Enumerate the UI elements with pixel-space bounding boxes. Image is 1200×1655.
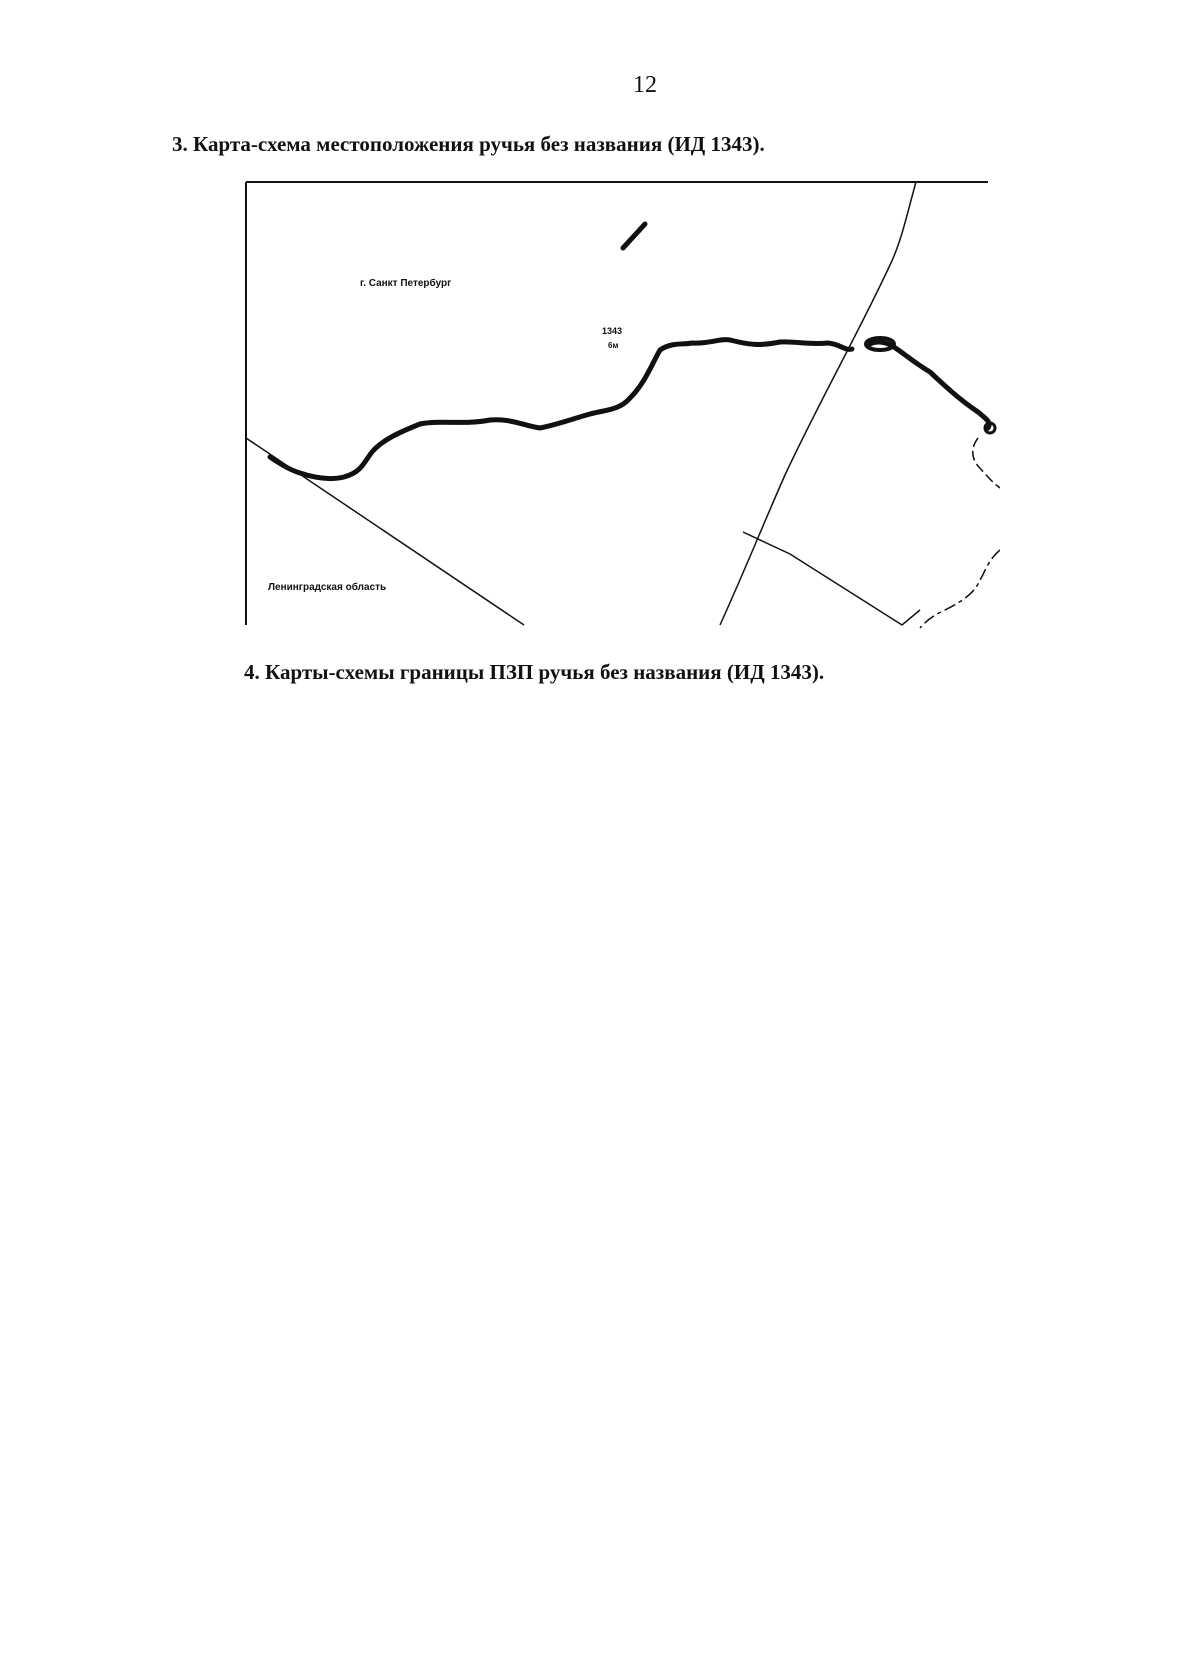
city-label: г. Санкт Петербург: [360, 278, 452, 289]
stream-sub-label: 6м: [608, 341, 619, 350]
region-label: Ленинградская область: [268, 582, 387, 593]
region-boundary-diagonal: [720, 182, 916, 625]
map-feature-dash: [623, 224, 645, 248]
region-boundary-fragment-1: [973, 438, 1000, 488]
page-number: 12: [633, 72, 657, 98]
region-boundary-lower-right: [743, 532, 920, 625]
section-3-heading: 3. Карта-схема местоположения ручья без названия (ИД 1343).: [172, 132, 765, 156]
map-frame: [246, 182, 988, 625]
stream-line: [270, 340, 852, 479]
region-boundary-fragment-2: [920, 550, 1000, 628]
location-map: [240, 170, 1000, 630]
section-4-heading: 4. Карты-схемы границы ПЗП ручья без названия (ИД 1343).: [244, 660, 825, 684]
stream-line-east: [868, 342, 989, 428]
stream-id-label: 1343: [602, 326, 623, 336]
map-canvas: [240, 170, 1000, 630]
